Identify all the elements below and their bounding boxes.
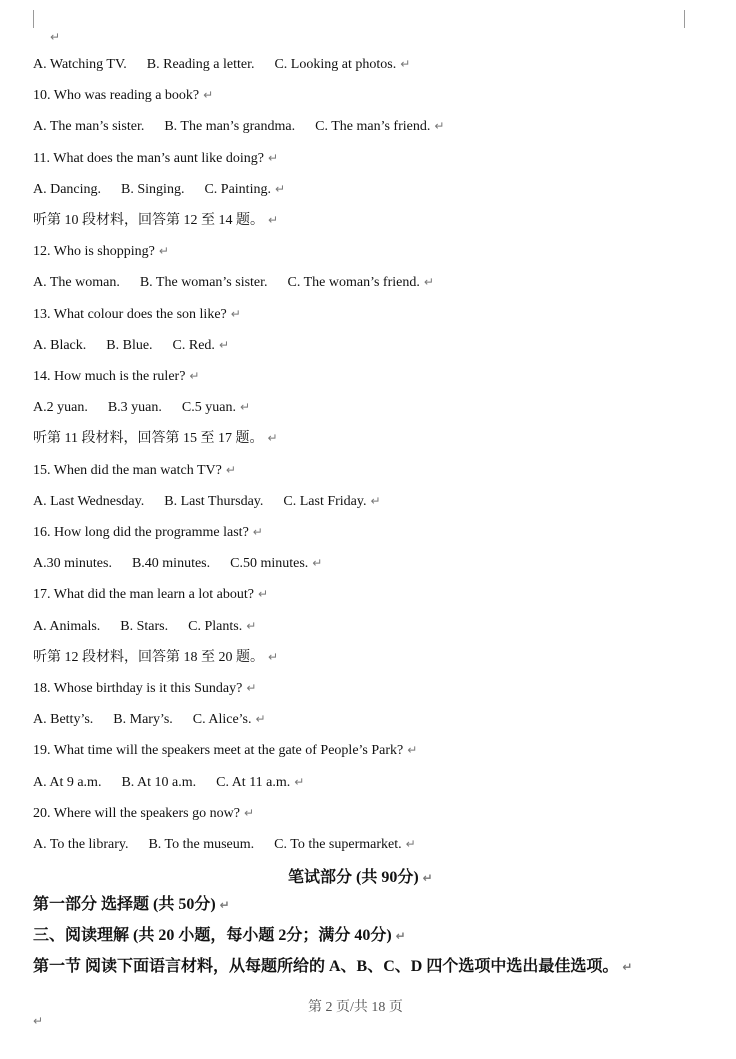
question-text (33, 523, 263, 542)
paragraph-mark: ↵ (50, 30, 61, 44)
answer-options (33, 273, 434, 292)
answer-option: A. Animals. (33, 618, 101, 634)
reading-section-heading: 三、阅读理解 (共 20 小题，每小题 2分；满分 40分) ↵ (33, 927, 406, 944)
answer-option: B. At 10 a.m. (121, 774, 197, 790)
answer-option: C. The man’s friend. (315, 119, 431, 135)
answer-option: A. Betty’s. (33, 712, 94, 728)
answer-option: A.30 minutes. (33, 556, 112, 572)
paragraph-mark: ↵ (274, 181, 286, 196)
answer-option: A. Black. (33, 337, 87, 353)
paragraph-mark: ↵ (230, 306, 241, 321)
paragraph-mark: ↵ (400, 57, 411, 71)
paragraph-mark: ↵ (203, 88, 214, 103)
paragraph-mark: ↵ (225, 462, 236, 477)
answer-option: B. To the museum. (148, 837, 255, 852)
answer-option: C. The woman’s friend. (287, 275, 420, 291)
paragraph-mark: ↵ (246, 618, 257, 633)
answer-option: B. Singing. (121, 181, 185, 197)
answer-option: A. To the library. (33, 837, 129, 852)
question-text (33, 305, 241, 324)
answer-option: C.5 yuan. (181, 400, 236, 416)
answer-option: B. Stars. (120, 618, 169, 634)
paragraph-mark: ↵ (370, 493, 381, 508)
answer-option: B. The man’s grandma. (164, 119, 296, 135)
question-label: 14. How much is the ruler? (33, 369, 186, 384)
paragraph-mark: ↵ (294, 774, 305, 789)
page-corner-mark-right (684, 10, 685, 28)
listening-section-instruction (33, 211, 278, 230)
question-label: 17. What did the man learn a lot about? (33, 587, 254, 603)
answer-option: A. Watching TV. (33, 57, 127, 72)
question-label: 18. Whose birthday is it this Sunday? (33, 681, 243, 696)
answer-option: A. The woman. (33, 275, 120, 291)
question-label: 15. When did the man watch TV? (33, 462, 222, 478)
answer-option: C. At 11 a.m. (216, 774, 291, 790)
answer-option: C. Painting. (204, 181, 271, 197)
answer-option: C. Plants. (188, 618, 243, 634)
paragraph-mark: ↵ (257, 587, 269, 602)
answer-option: C. Alice’s. (192, 712, 252, 728)
answer-option: B. Blue. (106, 337, 153, 353)
paragraph-mark: ↵ (239, 400, 251, 415)
question-label: 12. Who is shopping? (33, 244, 155, 260)
paragraph-mark: ↵ (246, 681, 257, 695)
question-text (33, 679, 256, 698)
answer-option: A. Dancing. (33, 181, 102, 197)
answer-options (33, 55, 410, 74)
answer-option: C. Red. (172, 337, 215, 353)
paragraph-mark: ↵ (407, 743, 418, 758)
question-text (33, 149, 278, 168)
answer-options (33, 617, 256, 636)
answer-options (33, 710, 266, 729)
answer-option: B. Last Thursday. (164, 493, 264, 509)
paragraph-mark: ↵ (243, 805, 255, 820)
question-label: 20. Where will the speakers go now? (33, 805, 240, 821)
question-text (33, 461, 236, 480)
answer-option: B.40 minutes. (131, 556, 211, 572)
question-label: 11. What does the man’s aunt like doing? (33, 150, 264, 166)
answer-option: A.2 yuan. (33, 400, 88, 416)
answer-option: B.3 yuan. (107, 400, 162, 416)
answer-options (33, 773, 304, 792)
answer-option: A. Last Wednesday. (33, 493, 145, 509)
answer-option: B. Mary’s. (113, 712, 173, 728)
paragraph-mark: ↵ (33, 1014, 44, 1028)
question-label: 13. What colour does the son like? (33, 306, 227, 322)
answer-options (33, 835, 416, 854)
answer-option: C.50 minutes. (230, 556, 309, 572)
section-text: 听第 12 段材料，回答第 18 至 20 题。 (33, 649, 264, 665)
paragraph-mark: ↵ (405, 837, 416, 851)
paragraph-mark: ↵ (312, 556, 323, 571)
question-label: 16. How long did the programme last? (33, 525, 249, 540)
paragraph-mark: ↵ (158, 244, 169, 259)
paragraph-mark: ↵ (255, 712, 266, 727)
answer-option: C. To the supermarket. (274, 837, 402, 852)
question-text (33, 804, 254, 823)
section-text: 听第 11 段材料，回答第 15 至 17 题。 (33, 431, 264, 447)
answer-option: C. Last Friday. (283, 493, 367, 509)
question-text (33, 741, 417, 760)
answer-options (33, 336, 229, 355)
answer-option: B. The woman’s sister. (139, 275, 268, 291)
paragraph-mark: ↵ (268, 649, 279, 664)
answer-options (33, 398, 250, 417)
question-text (33, 585, 268, 604)
question-label: 19. What time will the speakers meet at the gate of People’s Park? (33, 743, 404, 759)
answer-option: C. Looking at photos. (274, 57, 397, 72)
written-part-title: 笔试部分 (共 90分) ↵ (288, 869, 433, 886)
question-text (33, 242, 169, 261)
paragraph-mark: ↵ (268, 213, 279, 227)
answer-option: A. At 9 a.m. (33, 774, 102, 790)
question-label: 10. Who was reading a book? (33, 88, 200, 104)
paragraph-mark: ↵ (218, 337, 229, 352)
question-text (33, 367, 199, 386)
page-footer: 第 2 页/共 18 页 (308, 1000, 403, 1015)
paragraph-mark: ↵ (252, 525, 263, 539)
answer-option: A. The man’s sister. (33, 119, 145, 135)
question-text (33, 86, 213, 105)
section-instruction: 第一节 阅读下面语言材料，从每题所给的 A、B、C、D 四个选项中选出最佳选项。 ↵ (33, 958, 633, 975)
answer-option: B. Reading a letter. (146, 57, 255, 72)
paragraph-mark: ↵ (267, 431, 278, 446)
paragraph-mark: ↵ (189, 369, 200, 383)
paragraph-mark: ↵ (423, 275, 434, 290)
section-text: 听第 10 段材料，回答第 12 至 14 题。 (33, 213, 264, 228)
answer-options (33, 180, 285, 199)
answer-options (33, 117, 444, 136)
answer-options (33, 554, 322, 573)
page-corner-mark-left (33, 10, 34, 28)
paragraph-mark: ↵ (267, 150, 279, 165)
answer-options (33, 492, 381, 511)
listening-section-instruction (33, 648, 278, 667)
listening-section-instruction (33, 429, 278, 448)
part-one-heading: 第一部分 选择题 (共 50分) ↵ (33, 896, 230, 913)
paragraph-mark: ↵ (434, 119, 445, 134)
